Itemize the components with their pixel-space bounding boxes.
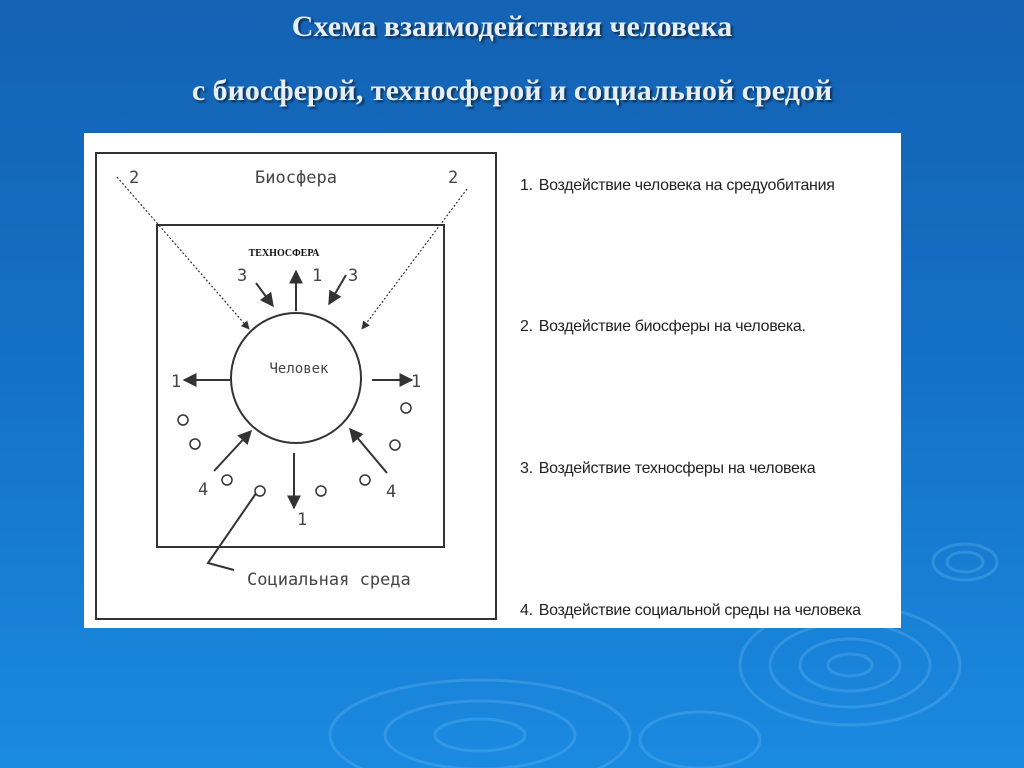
legend-text: Воздействие человека на средуобитания <box>538 177 835 194</box>
slide-title-line-2: с биосферой, техносферой и социальной средой <box>191 74 833 107</box>
human-label: Человек <box>269 361 329 377</box>
legend-item-3 <box>520 460 815 478</box>
social-dot <box>255 486 265 496</box>
social-arrow-bottom-left <box>214 431 251 471</box>
social-dot <box>401 403 411 413</box>
social-dot <box>190 439 200 449</box>
legend-number: 1. <box>520 177 533 194</box>
biosphere-arrow-left <box>117 177 249 329</box>
social-dot <box>316 486 326 496</box>
biosphere-label: Биосфера <box>255 168 337 188</box>
biosphere-arrow-right <box>362 189 467 329</box>
social-pointer-line <box>208 489 259 570</box>
social-dot <box>360 475 370 485</box>
technosphere-arrow-top-right <box>329 275 346 304</box>
legend-item-2 <box>520 318 806 336</box>
label-1-top: 1 <box>312 266 323 286</box>
technosphere-label: ТЕХНОСФЕРА <box>248 248 320 259</box>
social-environment-label: Социальная среда <box>247 570 411 590</box>
legend-number: 3. <box>520 460 533 477</box>
social-dot <box>390 440 400 450</box>
label-1-left: 1 <box>171 372 182 392</box>
label-4-bottom-left: 4 <box>198 480 209 500</box>
legend-text: Воздействие биосферы на человека. <box>538 318 806 335</box>
legend-item-1 <box>520 177 835 195</box>
label-3-top-right: 3 <box>348 266 359 286</box>
diagram-panel <box>84 133 901 628</box>
legend-text: Воздействие техносферы на человека <box>538 460 816 477</box>
label-2-top-left: 2 <box>129 168 140 188</box>
label-4-bottom-right: 4 <box>386 482 397 502</box>
label-1-bottom: 1 <box>297 510 308 530</box>
label-1-right: 1 <box>411 372 422 392</box>
social-dot <box>222 475 232 485</box>
social-dot <box>178 415 188 425</box>
legend-text: Воздействие социальной среды на человека <box>538 602 861 619</box>
slide-title-line-1: Схема взаимодействия человека <box>291 10 733 43</box>
legend-number: 2. <box>520 318 533 335</box>
technosphere-arrow-top-left <box>256 283 273 306</box>
legend-number: 4. <box>520 602 533 619</box>
human-circle <box>231 313 361 443</box>
interaction-diagram <box>84 133 901 628</box>
social-arrow-bottom-right <box>350 429 387 473</box>
label-2-top-right: 2 <box>448 168 459 188</box>
legend-item-4 <box>520 602 861 620</box>
label-3-top-left: 3 <box>237 266 248 286</box>
